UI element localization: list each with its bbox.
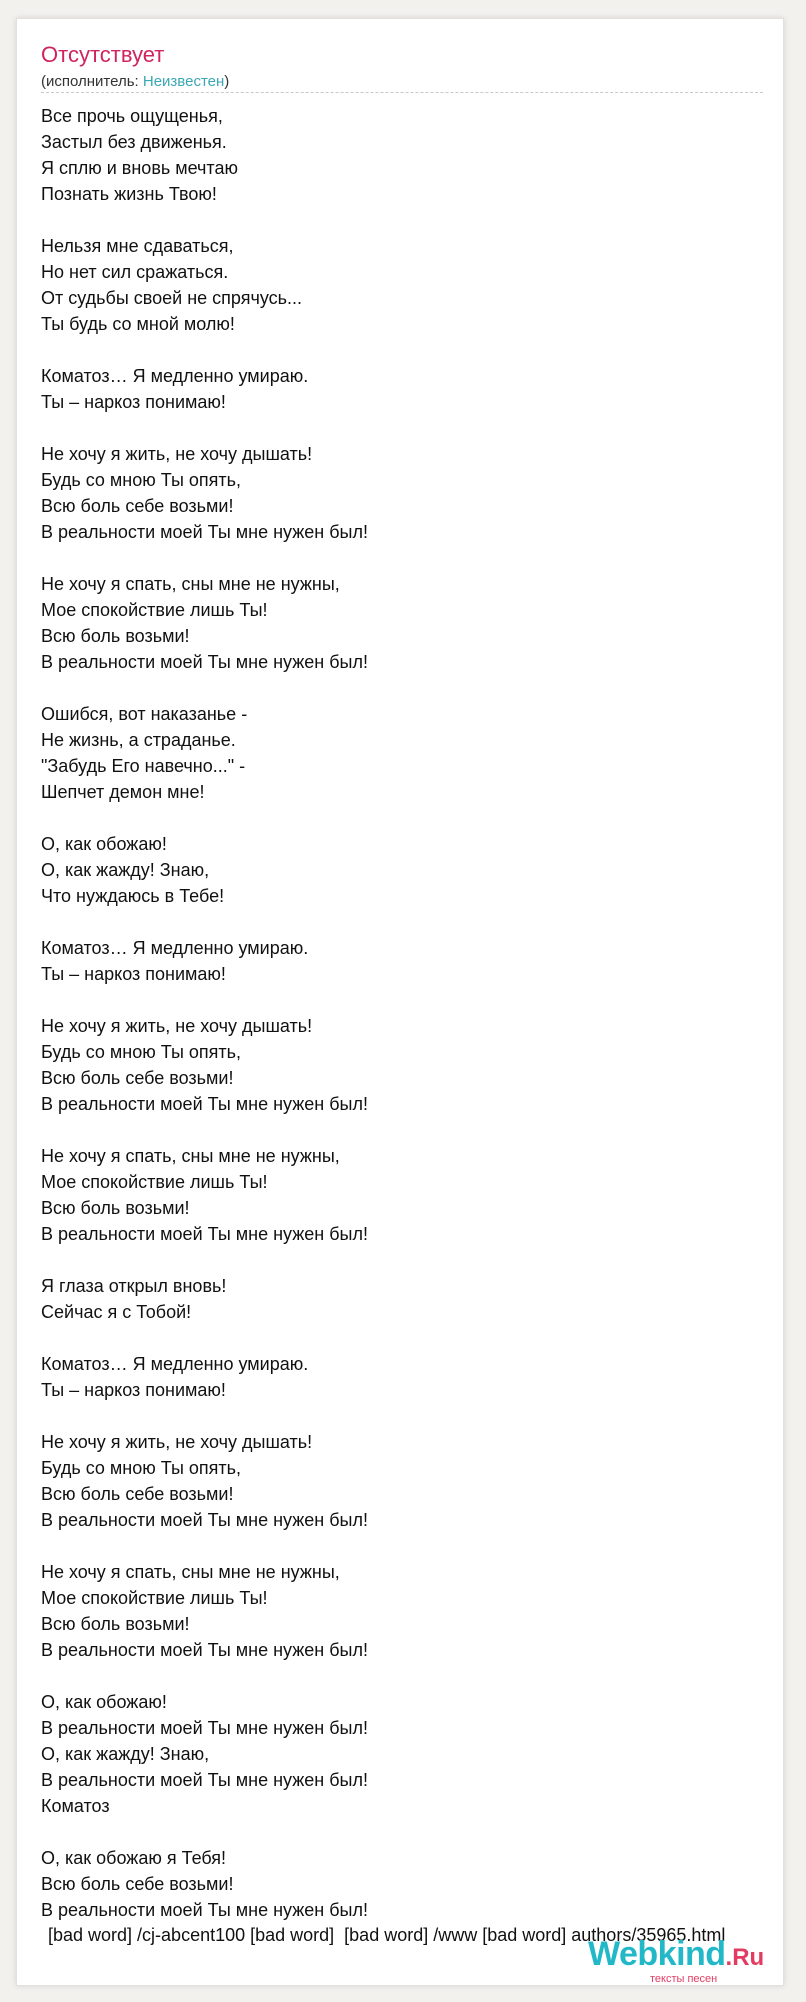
site-logo[interactable] [588,1935,765,1985]
lyric-line: Ты – наркоз понимаю! [41,964,226,984]
lyric-line: В реальности моей Ты мне нужен был! [41,1900,368,1920]
lyric-line: Не хочу я жить, не хочу дышать! [41,444,313,464]
stanza-break [41,675,771,701]
lyric-line: Мое спокойствие лишь Ты! [41,1172,268,1192]
stanza-break [41,1325,771,1351]
lyric-line: Познать жизнь Твою! [41,184,217,204]
lyric-line: Ошибся, вот наказанье - [41,704,248,724]
lyric-line: Не хочу я спать, сны мне не нужны, [41,1562,340,1582]
lyric-line: Всю боль себе возьми! [41,496,234,516]
lyric-line: Застыл без движенья. [41,132,227,152]
stanza-break [41,1247,771,1273]
lyric-line: Я глаза открыл вновь! [41,1276,227,1296]
lyric-line: Мое спокойствие лишь Ты! [41,1588,268,1608]
lyric-line: О, как обожаю! [41,1692,167,1712]
stanza-break [41,207,771,233]
lyric-line: Ты – наркоз понимаю! [41,1380,226,1400]
lyric-line: "Забудь Его навечно..." - [41,756,246,776]
stanza-break [41,545,771,571]
stanza-break [41,987,771,1013]
artist-suffix: ) [224,73,230,90]
lyric-line: Не жизнь, а страданье. [41,730,236,750]
lyric-line: О, как обожаю! [41,834,167,854]
lyric-line: Будь со мною Ты опять, [41,1042,242,1062]
stanza-break [41,1819,771,1845]
lyric-line: Всю боль возьми! [41,1198,190,1218]
lyric-line: Всю боль себе возьми! [41,1068,234,1088]
lyric-line: Но нет сил сражаться. [41,262,229,282]
lyric-line: Я сплю и вновь мечтаю [41,158,238,178]
lyric-line: Не хочу я спать, сны мне не нужны, [41,574,340,594]
artist-prefix: (исполнитель: [41,73,143,90]
lyric-line: Шепчет демон мне! [41,782,205,802]
lyric-line: В реальности моей Ты мне нужен был! [41,1718,368,1738]
lyric-line: Коматоз [41,1796,110,1816]
artist-link[interactable]: Неизвестен [142,73,225,90]
lyric-line: От судьбы своей не спрячусь... [41,288,303,308]
lyric-line: В реальности моей Ты мне нужен был! [41,522,368,542]
lyric-line: Всю боль возьми! [41,1614,190,1634]
lyric-line: Коматоз… Я медленно умираю. [41,938,309,958]
lyric-line: Всю боль себе возьми! [41,1874,234,1894]
song-title: Отсутствует [41,42,165,67]
lyric-line: О, как жажду! Знаю, [41,860,210,880]
lyric-line: Всю боль возьми! [41,626,190,646]
lyric-line: Ты – наркоз понимаю! [41,392,226,412]
stanza-break [41,1117,771,1143]
stanza-break [41,415,771,441]
lyric-line: В реальности моей Ты мне нужен был! [41,1640,368,1660]
stanza-break [41,1403,771,1429]
logo-name: Webkind [588,1935,726,1973]
lyric-line: В реальности моей Ты мне нужен был! [41,1094,368,1114]
lyric-line: В реальности моей Ты мне нужен был! [41,1770,368,1790]
stanza-break [41,337,771,363]
lyric-line: В реальности моей Ты мне нужен был! [41,1510,368,1530]
stanza-break [41,1533,771,1559]
lyric-line: Будь со мною Ты опять, [41,1458,242,1478]
lyric-line: Не хочу я жить, не хочу дышать! [41,1432,313,1452]
lyric-line: Нельзя мне сдаваться, [41,236,234,256]
stanza-break [41,1663,771,1689]
lyric-line: Все прочь ощущенья, [41,106,223,126]
lyric-line: О, как обожаю я Тебя! [41,1848,227,1868]
logo-tld: .Ru [725,1944,765,1971]
lyric-line: О, как жажду! Знаю, [41,1744,210,1764]
lyric-line: Ты будь со мной молю! [41,314,235,334]
lyric-line: Всю боль себе возьми! [41,1484,234,1504]
logo-tagline: тексты песен [650,1973,718,1985]
stanza-break [41,805,771,831]
lyric-line: Будь со мною Ты опять, [41,470,242,490]
lyrics-body [41,103,771,1923]
lyric-line: Коматоз… Я медленно умираю. [41,366,309,386]
lyric-line: В реальности моей Ты мне нужен был! [41,652,368,672]
lyric-line: Не хочу я жить, не хочу дышать! [41,1016,313,1036]
lyric-line: Не хочу я спать, сны мне не нужны, [41,1146,340,1166]
lyric-line: Мое спокойствие лишь Ты! [41,600,268,620]
stanza-break [41,909,771,935]
footer-text: [bad word] /cj-abcent100 [bad word] [bad word] /www [bad word] authors/35965.html [48,1925,726,1945]
lyric-line: Сейчас я с Тобой! [41,1302,192,1322]
title-divider [41,92,763,93]
lyric-line: В реальности моей Ты мне нужен был! [41,1224,368,1244]
lyric-line: Коматоз… Я медленно умираю. [41,1354,309,1374]
artist-line [41,73,229,90]
lyric-line: Что нуждаюсь в Тебе! [41,886,225,906]
